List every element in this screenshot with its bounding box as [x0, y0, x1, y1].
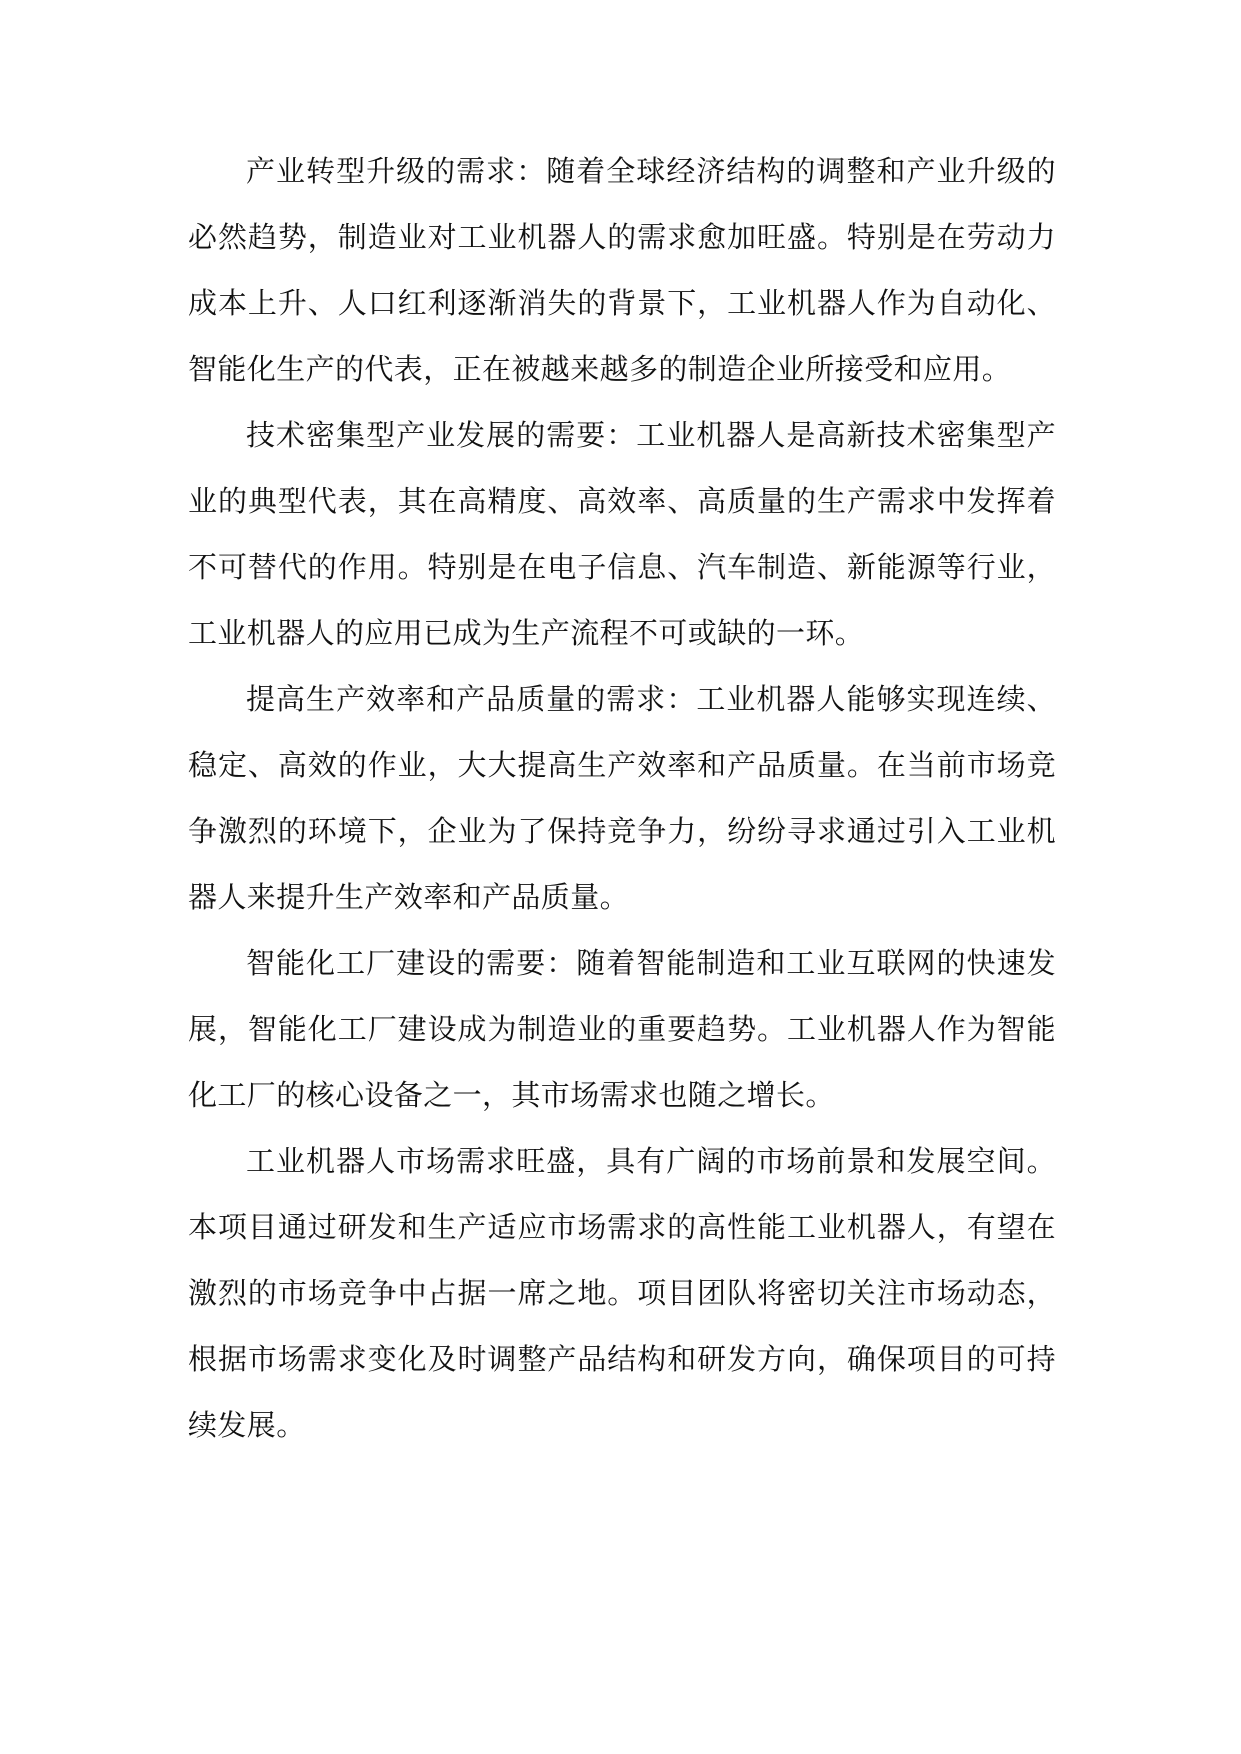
paragraph-efficiency-quality: 提高生产效率和产品质量的需求：工业机器人能够实现连续、稳定、高效的作业，大大提高生产效率和产品质量。在当前市场竞争激烈的环境下，企业为了保持竞争力，纷纷寻求通过引入工业机器人来提升生产效率和产品质量。 — [188, 682, 1056, 914]
paragraph-market-outlook: 工业机器人市场需求旺盛，具有广阔的市场前景和发展空间。本项目通过研发和生产适应市场需求的高性能工业机器人，有望在激烈的市场竞争中占据一席之地。项目团队将密切关注市场动态，根据市场需求变化及时调整产品结构和研发方向，确保项目的可持续发展。 — [188, 1144, 1056, 1442]
paragraph-industrial-upgrade: 产业转型升级的需求：随着全球经济结构的调整和产业升级的必然趋势，制造业对工业机器人的需求愈加旺盛。特别是在劳动力成本上升、人口红利逐渐消失的背景下，工业机器人作为自动化、智能化生产的代表，正在被越来越多的制造企业所接受和应用。 — [188, 154, 1056, 386]
paragraph-smart-factory: 智能化工厂建设的需要：随着智能制造和工业互联网的快速发展，智能化工厂建设成为制造业的重要趋势。工业机器人作为智能化工厂的核心设备之一，其市场需求也随之增长。 — [188, 946, 1056, 1112]
document-body — [188, 138, 1056, 1458]
paragraph-tech-intensive: 技术密集型产业发展的需要：工业机器人是高新技术密集型产业的典型代表，其在高精度、高效率、高质量的生产需求中发挥着不可替代的作用。特别是在电子信息、汽车制造、新能源等行业，工业机器人的应用已成为生产流程不可或缺的一环。 — [188, 418, 1056, 650]
